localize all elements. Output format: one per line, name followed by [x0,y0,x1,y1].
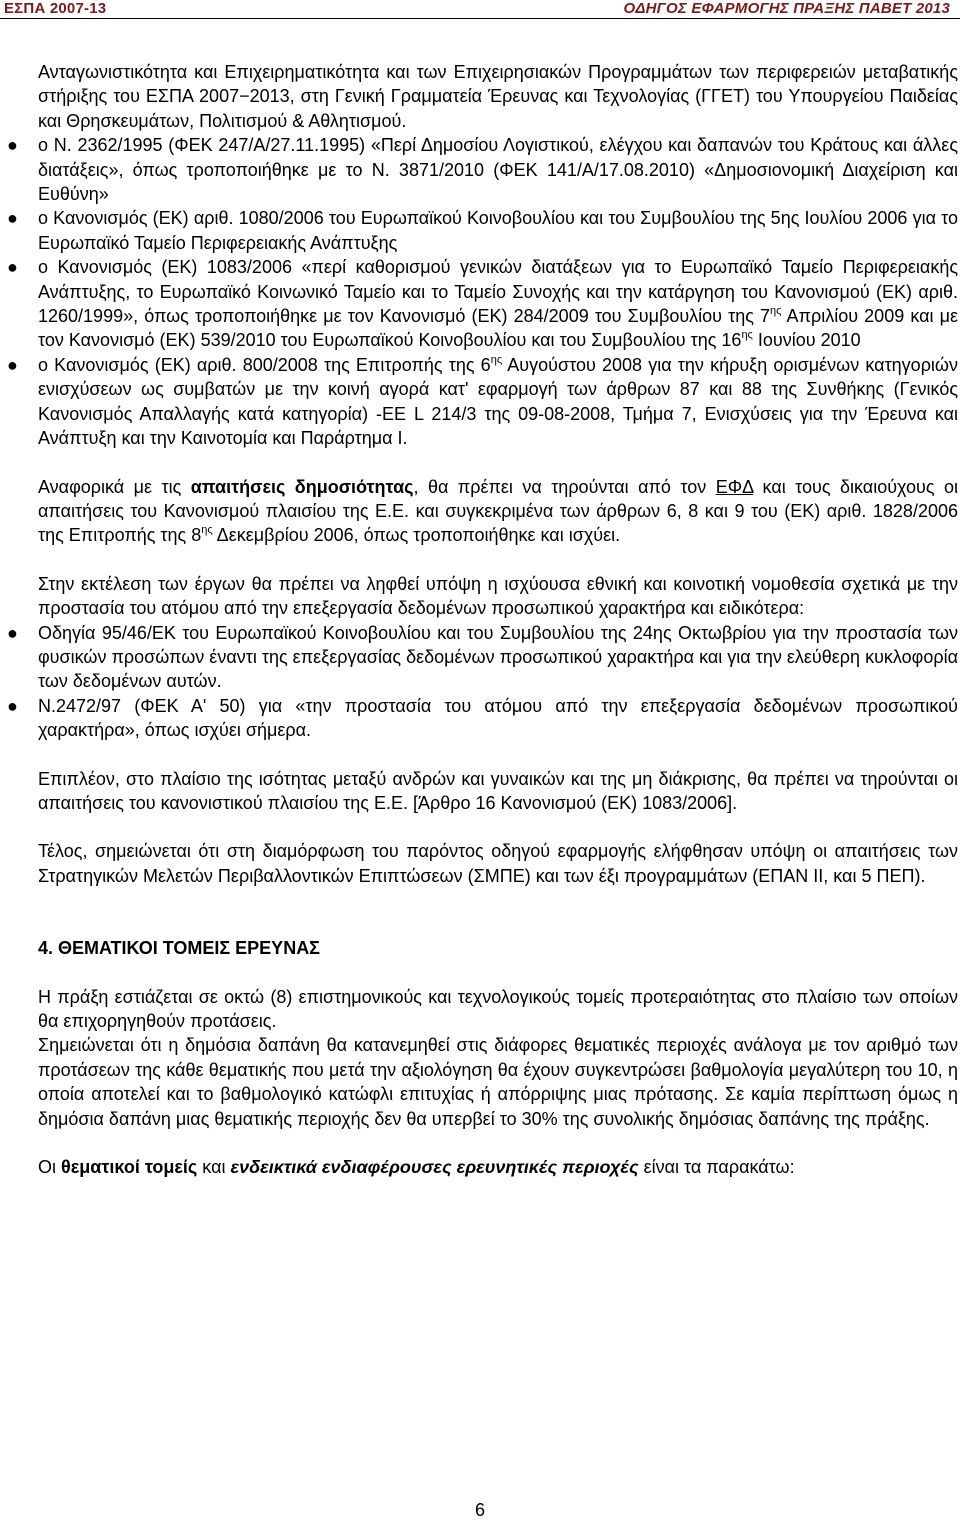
publicity-paragraph: Αναφορικά με τις απαιτήσεις δημοσιότητας, θα πρέπει να τηρούνται από τον ΕΦΔ και τους δικαιούχους οι απαιτήσεις του Κανονισμού πλαισίου της Ε.Ε. και συγκεκριμένα των άρθρων 6, 8 και 9 του (ΕΚ) αριθ. 1828/2006 της Επιτροπής της $8^{\eta\varsigma}$ Δεκεμβρίου 2006, όπως τροποποιήθηκε και ισχύει. [38,476,958,546]
data-protection-list [7,621,958,743]
list-item-text: ο Κανονισμός (ΕΚ) 1083/2006 «περί καθορισμού γενικών διατάξεων για το Ευρωπαϊκό Ταμείο Περιφερειακής Ανάπτυξης, το Ευρωπαϊκό Κοινωνικό Ταμείο και το Ταμείο Συνοχής και την κατάργηση του Κανονισμού (ΕΚ) αριθ. 1260/1999», όπως τροποποιήθηκε με τον Κανονισμό (ΕΚ) 284/2009 του Συμβουλίου της 7 [38,257,958,327]
list-item-text: ο Κανονισμός (ΕΚ) αριθ. 800/2008 της Επιτροπής της 6 [38,354,491,375]
intro-paragraph: Ανταγωνιστικότητα και Επιχειρηματικότητα και των Επιχειρησιακών Προγραμμάτων των περιφερειών μεταβατικής στήριξης του ΕΣΠΑ 2007−2013, στη Γενική Γραμματεία Έρευνας και Τεχνολογίας (ΓΓΕΤ) του Υπουργείου Παιδείας και Θρησκευμάτων, Πολιτισμού & Αθλητισμού. [38,62,958,131]
bold-text: απαιτήσεις δημοσιότητας [190,476,414,497]
spacer [38,1131,958,1155]
bullet-icon: ● [7,622,18,643]
document-body [7,60,958,1179]
bullet-icon: ● [7,354,18,375]
list-item [7,133,958,206]
list-item [7,621,958,694]
page-number: 6 [474,1500,485,1520]
spacer [38,961,958,985]
superscript: ης [770,305,782,318]
bullet-icon: ● [7,695,18,716]
superscript: ης [741,329,753,342]
list-item-text: Απριλίου 2009 και με τον Κανονισμό (ΕΚ) 539/2010 του Ευρωπαϊκού Κοινοβουλίου και του Συμβουλίου της 16 [38,306,958,351]
focus-paragraph: Η πράξη εστιάζεται σε οκτώ (8) επιστημονικούς και τεχνολογικούς τομείς προτεραιότητας στο πλαίσιο των οποίων θα επιχορηγηθούν προτάσεις. [38,986,958,1031]
equality-paragraph: Επιπλέον, στο πλαίσιο της ισότητας μεταξύ ανδρών και γυναικών και της μη διάκρισης, θα πρέπει να τηρούνται οι απαιτήσεις του κανονιστικού πλαισίου της Ε.Ε. [Άρθρο 16 Κανονισμού (ΕΚ) 1083/2006]. [38,768,958,813]
header-left-title: ΕΣΠΑ 2007-13 [4,0,107,17]
list-item [7,353,958,451]
list-item-text: Αυγούστου 2008 για την κήρυξη ορισμένων κατηγοριών ενισχύσεων ως συμβατών με την κοινή αγορά κατ' εφαρμογή των άρθρων 87 και 88 της Συνθήκης (Γενικός Κανονισμός Απαλλαγής κατά κατηγορία) -ΕΕ L 214/3 της 09-08-2008, Τμήμα 7, Ενισχύσεις για την Έρευνα και Ανάπτυξη και την Καινοτομία και Παράρτημα Ι. [38,354,958,449]
list-item-text: ο Κανονισμός (ΕΚ) αριθ. 1080/2006 του Ευρωπαϊκού Κοινοβουλίου και του Συμβουλίου της 5ης Ιουλίου 2006 για το Ευρωπαϊκό Ταμείο Περιφερειακής Ανάπτυξης [38,208,958,253]
section-heading: 4. ΘΕΜΑΤΙΚΟΙ ΤΟΜΕΙΣ ΕΡΕΥΝΑΣ [38,938,320,959]
spacer [38,888,958,936]
spacer [38,548,958,572]
spacer [38,815,958,839]
smpe-paragraph: Τέλος, σημειώνεται ότι στη διαμόρφωση του παρόντος οδηγού εφαρμογής ελήφθησαν υπόψη οι απαιτήσεις των Στρατηγικών Μελετών Περιβαλλοντικών Επιπτώσεων (ΣΜΠΕ) και των έξι προγραμμάτων (ΕΠΑΝ ΙΙ, και 5 ΠΕΠ). [38,841,958,886]
bullet-icon: ● [7,208,18,229]
budget-paragraph: Σημειώνεται ότι η δημόσια δαπάνη θα κατανεμηθεί στις διάφορες θεματικές περιοχές ανάλογα με τον αριθμό των προτάσεων της κάθε θεματικής που μετά την αξιολόγηση θα έχουν συγκεντρώσει βαθμολογία μεγαλύτερη του 10, η οποία αποτελεί και το βαθμολογικό κατώφλι επιτυχίας ή απόρριψης μιας πρότασης. Σε καμία περίπτωση όμως η δημόσια δαπάνη μιας θεματικής περιοχής δεν θα υπερβεί το 30% της συνολικής δημόσιας δαπάνης της πράξης. [38,1035,958,1129]
header-rule [0,18,960,19]
bullet-icon: ● [7,135,18,156]
list-item [7,255,958,353]
list-item-text: Ιουνίου 2010 [752,330,861,351]
bold-italic-text: ενδεικτικά ενδιαφέρουσες ερευνητικές περιοχές [230,1157,639,1178]
superscript: ης [490,353,503,366]
page-header [0,0,960,18]
thematic-areas-paragraph: Οι θεματικοί τομείς και ενδεικτικά ενδιαφέρουσες ερευνητικές περιοχές είναι τα παρακάτω: [38,1157,795,1178]
list-item [7,694,958,743]
list-item-text: ο Ν. 2362/1995 (ΦΕΚ 247/Α/27.11.1995) «Περί Δημοσίου Λογιστικού, ελέγχου και δαπανών του Κράτους και άλλες διατάξεις», όπως τροποποιήθηκε με το Ν. 3871/2010 (ΦΕΚ 141/Α/17.08.2010) «Δημοσιονομική Διαχείριση και Ευθύνη» [38,135,958,205]
list-item-text: Οδηγία 95/46/ΕΚ του Ευρωπαϊκού Κοινοβουλίου και του Συμβουλίου της 24ης Οκτωβρίου για την προστασία των φυσικών προσώπων έναντι της επεξεργασίας δεδομένων προσωπικού χαρακτήρα και για την ελεύθερη κυκλοφορία των δεδομένων αυτών. [38,622,958,692]
superscript: ης [201,524,213,537]
bullet-icon: ● [7,257,18,278]
spacer [38,743,958,767]
spacer [38,451,958,475]
bold-text: θεματικοί τομείς [61,1157,198,1178]
underlined-text: ΕΦΔ [715,476,754,497]
list-item [7,206,958,255]
list-item-text: Ν.2472/97 (ΦΕΚ Α' 50) για «την προστασία του ατόμου από την επεξεργασία δεδομένων προσωπικού χαρακτήρα», όπως ισχύει σήμερα. [38,695,958,741]
regulations-list [7,133,958,450]
header-right-title: ΟΔΗΓΟΣ ΕΦΑΡΜΟΓΗΣ ΠΡΑΞΗΣ ΠΑΒΕΤ 2013 [623,0,950,17]
data-protection-paragraph: Στην εκτέλεση των έργων θα πρέπει να ληφθεί υπόψη η ισχύουσα εθνική και κοινοτική νομοθεσία σχετικά με την προστασία του ατόμου από την επεξεργασία δεδομένων προσωπικού χαρακτήρα και ειδικότερα: [38,573,958,619]
